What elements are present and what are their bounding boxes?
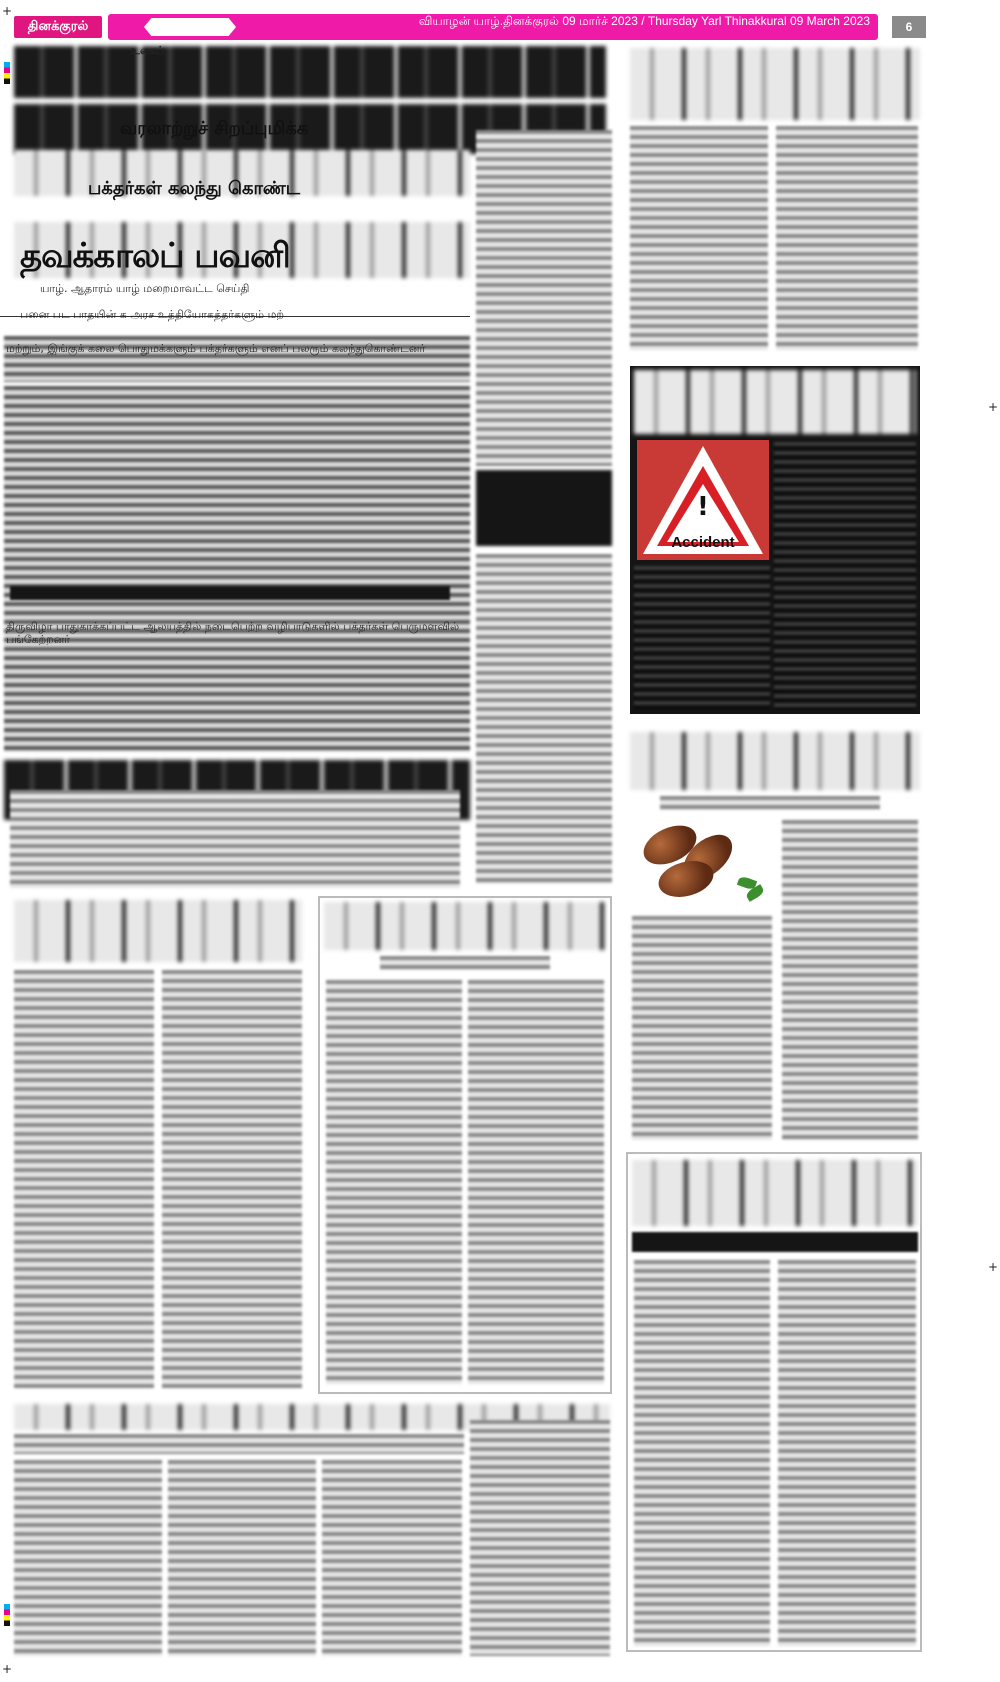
arrow-shape-icon xyxy=(144,18,236,36)
exclamation-icon: ! xyxy=(697,492,709,522)
side-text-2 xyxy=(476,554,612,884)
right-story-4-frame xyxy=(626,1152,922,1652)
lead-subhead-2: பக்தர்கள் கலந்து கொண்ட xyxy=(88,178,301,199)
lead-kicker: உலகப் xyxy=(130,44,165,57)
accident-warning-image xyxy=(637,440,769,560)
story-4-column-4 xyxy=(470,1420,610,1656)
right-story-1-column-1 xyxy=(630,126,768,350)
lead-subhead-1: வரலாற்றுச் சிறப்புமிக்க xyxy=(120,118,309,139)
lead-body-columns xyxy=(4,386,470,752)
side-column xyxy=(476,130,612,884)
crop-mark-icon: + xyxy=(2,4,13,18)
story-4-column-2 xyxy=(168,1460,316,1656)
newspaper-logo: தினக்குரல் xyxy=(14,16,102,38)
story-2-column-1 xyxy=(14,970,154,1388)
lead-paragraph-1: மற்றும், இங்குக் கலை பொதுமக்களும் பக்தர்களும் எனப் பலரும் கலந்துகொண்டனர் xyxy=(6,342,426,355)
right-story-4-column-1 xyxy=(634,1260,770,1646)
crop-mark-icon: + xyxy=(988,1260,999,1274)
dateline: வியாழன் யாழ்.தினக்குரல் 09 மார்ச் 2023 / Thursday Yarl Thinakkural 09 March 2023 xyxy=(418,14,870,28)
right-story-4-headline xyxy=(632,1160,918,1226)
crop-mark-icon: + xyxy=(988,400,999,414)
right-story-3-column-1 xyxy=(632,916,772,1140)
accident-label: Accident xyxy=(671,534,735,551)
right-story-3-column-2 xyxy=(782,820,918,1140)
story-3-headline xyxy=(324,902,606,950)
page-number: 6 xyxy=(892,16,926,38)
right-story-2-text xyxy=(774,442,916,710)
lead-headline-banner xyxy=(14,46,606,98)
lead-byline: யாழ். ஆதாரம் யாழ் மறைமாவட்ட செய்தி xyxy=(40,282,250,295)
lead-headline-2: தவக்காலப் பவனி xyxy=(20,236,290,276)
right-story-3-headline xyxy=(630,732,920,790)
story-4-column-3 xyxy=(322,1460,462,1656)
story-3-frame xyxy=(318,896,612,1394)
right-story-3-subhead xyxy=(660,796,880,810)
right-story-4-subhead-bar xyxy=(632,1232,918,1252)
story-2-headline xyxy=(14,900,302,962)
story-4-subhead xyxy=(14,1434,464,1454)
masthead xyxy=(14,14,926,40)
story-3-column-2 xyxy=(468,980,604,1384)
color-bar-icon xyxy=(4,1604,10,1626)
right-story-1-column-2 xyxy=(776,126,918,350)
story-3-column-1 xyxy=(326,980,462,1384)
story-3-subhead xyxy=(380,956,550,970)
color-bar-icon xyxy=(4,62,10,84)
right-story-2-headline xyxy=(634,370,916,434)
story-2-column-2 xyxy=(162,970,302,1388)
story-4-column-1 xyxy=(14,1460,162,1656)
lead-highlight-bar xyxy=(10,586,450,600)
side-text xyxy=(476,130,612,466)
right-story-4-column-2 xyxy=(778,1260,916,1646)
lead-intro: பனை பட பாதயின் க அரச உத்தியோகத்தர்களும் மற் xyxy=(20,308,284,321)
dates-fruit-image xyxy=(634,818,774,910)
side-boxed-quote xyxy=(476,470,612,546)
lead-paragraph-2: திருவிழா பாதுகாக்கப்பட்ட ஆலயத்தில் நடைபெற்ற வழிபாடுகளில் பக்தர்கள் பெருமளவில் பங்கேற்றனர் xyxy=(6,620,460,646)
right-story-1-headline xyxy=(630,48,920,120)
masthead-band xyxy=(108,14,878,40)
lead-continuation-text xyxy=(10,790,460,888)
right-story-2-text-2 xyxy=(634,566,770,710)
crop-mark-icon: + xyxy=(2,1662,13,1676)
